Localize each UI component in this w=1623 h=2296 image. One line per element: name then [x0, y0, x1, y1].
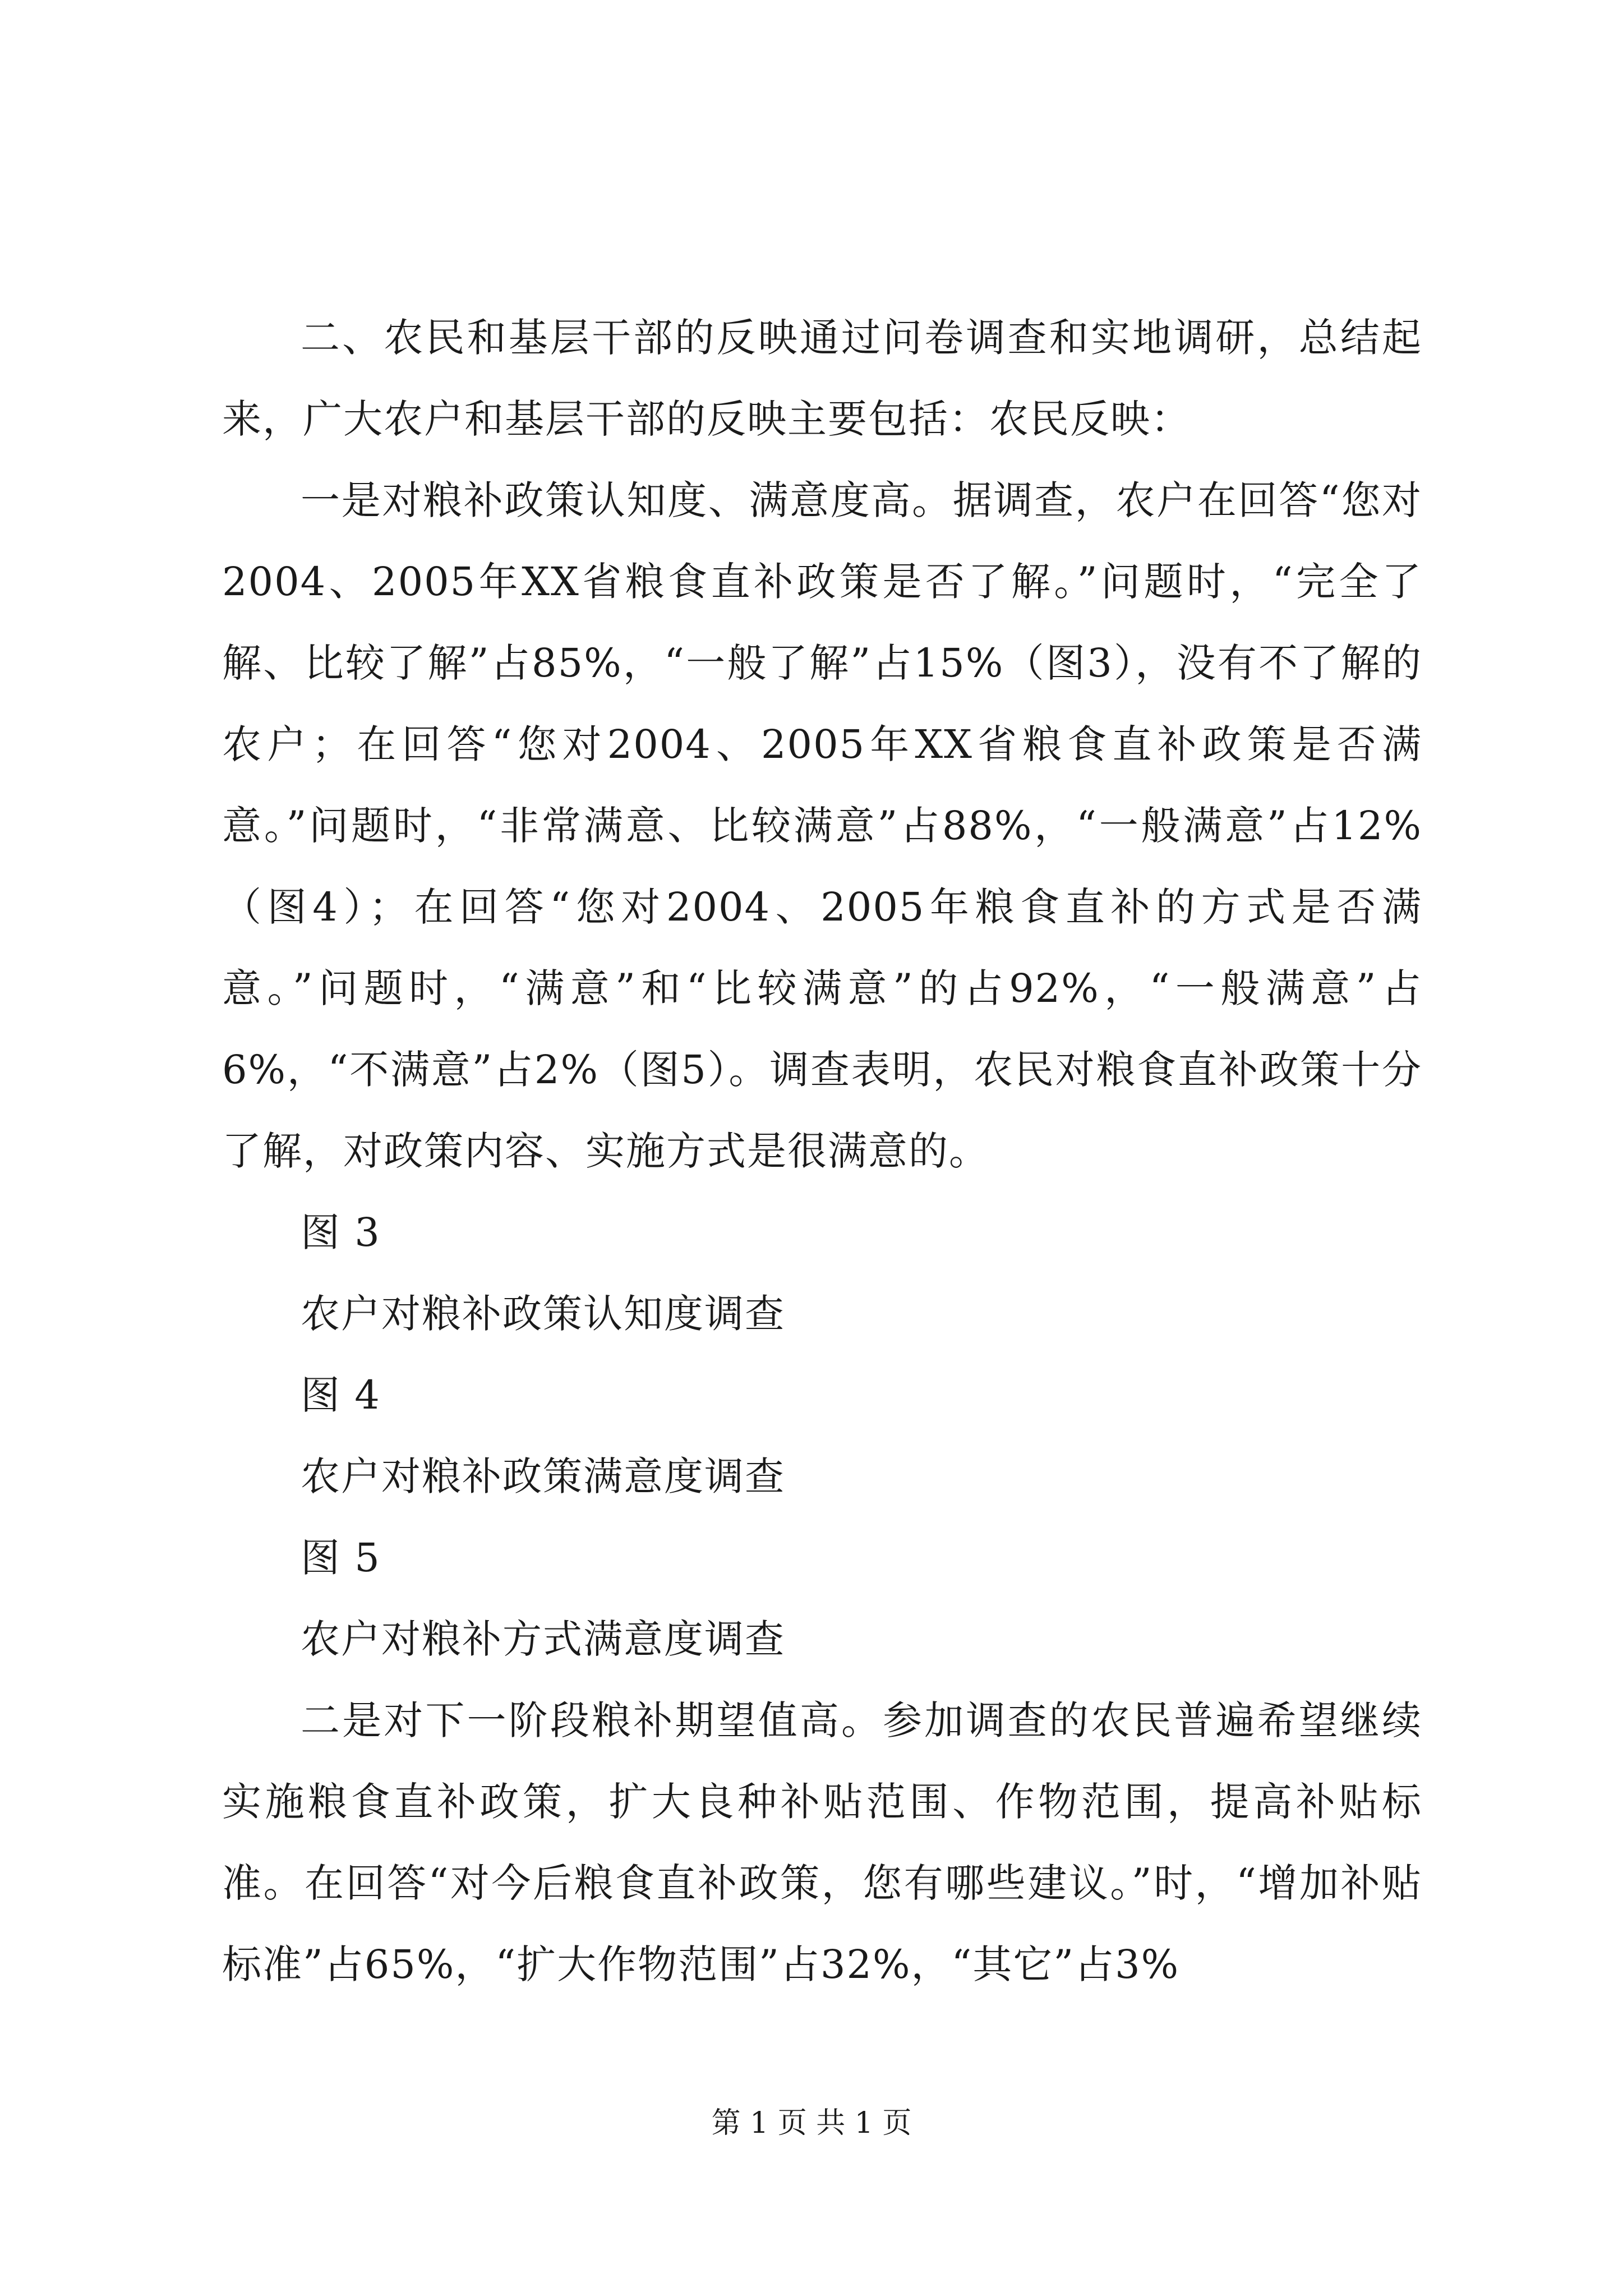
- paragraph-expectations: 二是对下一阶段粮补期望值高。参加调查的农民普遍希望继续实施粮食直补政策，扩大良种补贴范围、作物范围，提高补贴标准。在回答“对今后粮食直补政策，您有哪些建议。”时，“增加补贴标准”占65%，“扩大作物范围”占32%，“其它”占3%: [222, 1697, 1422, 1987]
- paragraph-intro: 二、农民和基层干部的反映通过问卷调查和实地调研，总结起来，广大农户和基层干部的反映主要包括：农民反映：: [222, 315, 1422, 442]
- figure-4-label: 图 4: [301, 1372, 381, 1418]
- document-body: [222, 297, 1422, 2005]
- paragraph-awareness-satisfaction: 一是对粮补政策认知度、满意度高。据调查，农户在回答“您对2004、2005年XX省粮食直补政策是否了解。”问题时，“完全了解、比较了解”占85%，“一般了解”占15%（图3），没有不了解的农户；在回答“您对2004、2005年XX省粮食直补政策是否满意。”问题时，“非常满意、比较满意”占88%，“一般满意”占12%（图4）；在回答“您对2004、2005年粮食直补的方式是否满意。”问题时，“满意”和“比较满意”的占92%，“一般满意”占6%，“不满意”占2%（图5）。调查表明，农民对粮食直补政策十分了解，对政策内容、实施方式是很满意的。: [222, 477, 1422, 1174]
- figure-3-title: 农户对粮补政策认知度调查: [301, 1291, 785, 1337]
- figure-5-label: 图 5: [301, 1535, 381, 1581]
- figure-3-label: 图 3: [301, 1209, 381, 1255]
- page-footer: 第 1 页 共 1 页: [711, 2106, 912, 2140]
- figure-4-title: 农户对粮补政策满意度调查: [301, 1453, 785, 1499]
- figure-5-title: 农户对粮补方式满意度调查: [301, 1616, 785, 1662]
